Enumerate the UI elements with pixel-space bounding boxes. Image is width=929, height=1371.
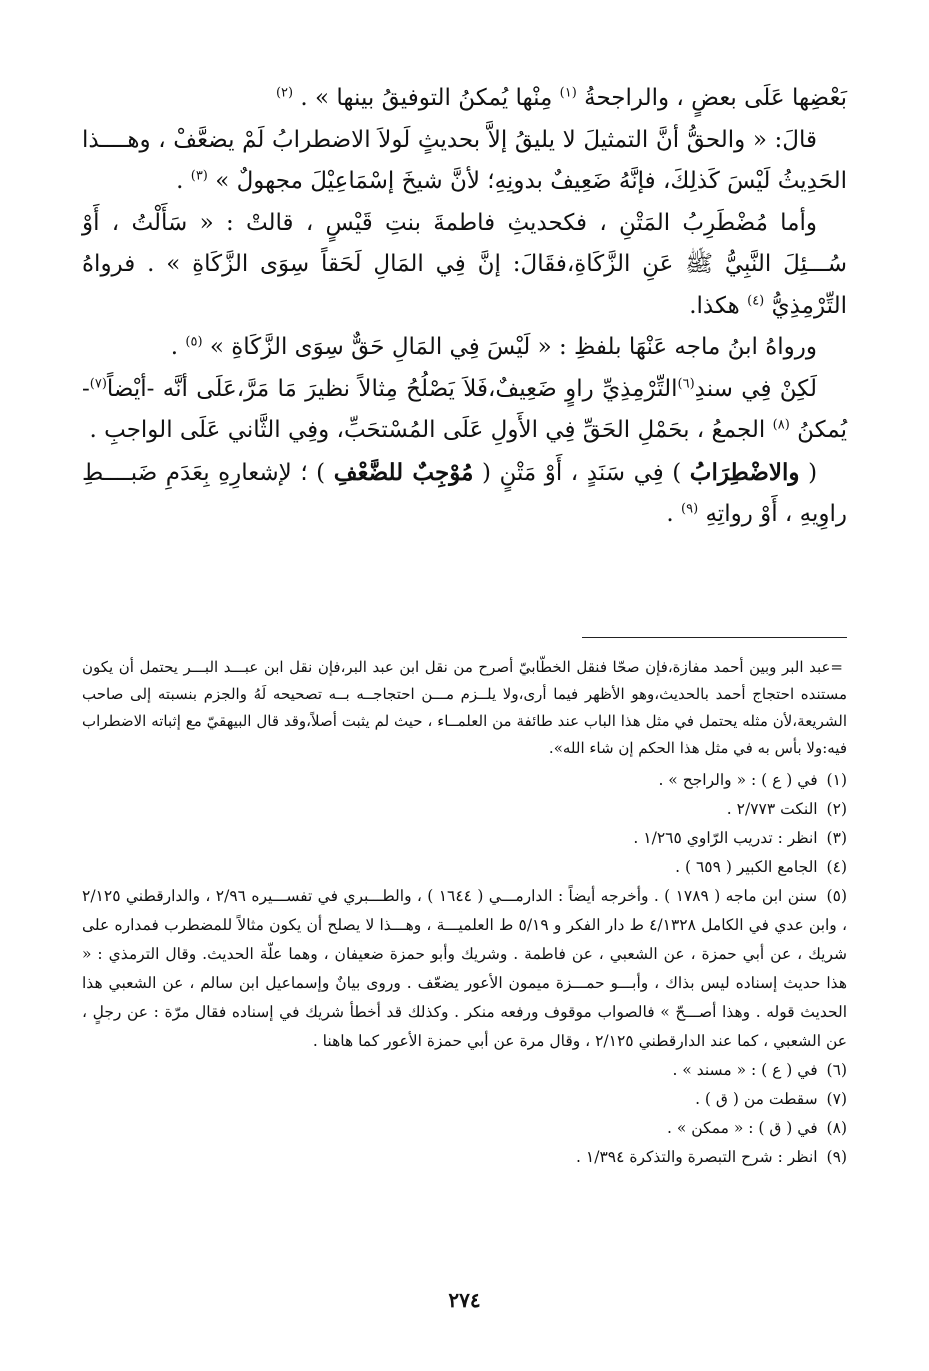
- footnote-ref-8[interactable]: (٨): [772, 417, 790, 433]
- footnote-ref-3[interactable]: (٣): [190, 168, 208, 184]
- paragraph-4: ورواهُ ابنُ ماجه عَنْهَا بلفظِ : « لَيْسَ فِي المَالِ حَقٌّ سِوَى الزَّكَاةِ » $^{(٥)}$ .: [170, 334, 817, 360]
- footnote-ref-9[interactable]: (٩): [681, 501, 699, 517]
- footnote-list: [82, 766, 847, 1172]
- paragraph-1: بَعْضِها عَلَى بعضٍ ، والراجحةُ $^{(١)}$ مِنْها يُمكنُ التوفيقُ بينها » . $^{(٢)}$: [275, 85, 847, 111]
- footnotes: [82, 654, 847, 1172]
- footnote-5: (٥) سنن ابن ماجه ( ١٧٨٩ ) . وأخرجه أيضاً : الدارمـــي ( ١٦٤٤ ) ، والطـــبري في تفســـيره ٢/٩٦ ، والدارقطني ٢/١٢٥ ، وابن عدي في الكامل ٤/١٣٢٨ ط دار الفكر و ٥/١٩ ط العلميـــة ، وهـــذا لا يصلح أن يكون مثالاً للمضطرب فمداره على شريك ، عن أبي حمزة ، عن الشعبي ، عن فاطمة . وشريك وأبو حمزة ضعيفان ، وهما علّة الحديث. وقال الترمذي : « هذا حديث إسناده ليس بذاك ، وأبـــو حمـــزة ميمون الأعور يضعّف . وروى بيانٌ وإسماعيل ابن سالم ، عن الشعبي هذا الحديث قوله . وهذا أصـــحّ » فالصواب موقوف ورفعه منكر . وكذلك قد أخطأ شريك في إسناده فقال مرّة : عن رجلٍ ، عن الشعبي ، كما عند الدارقطني ٢/١٢٥ ، وقال مرة عن أبي حمزة الأعور كما هاهنا .: [82, 887, 847, 1050]
- footnote-ref-6[interactable]: (٦): [677, 375, 695, 391]
- footnote-8: (٨) في ( ق ) : « ممكن » .: [667, 1119, 847, 1137]
- paragraph-5: لَكِنْ فِي سندِ$^{(٦)}$التِّرْمِذِيِّ راوٍ ضَعِيفٌ،فَلاَ يَصْلُحُ مِثالاً نظيرَ مَا مَرَّ،عَلَى أنَّه -أيْضاً$^{(٧)}$- يُمكنُ $^{(٨)}$ الجمعُ ، بحَمْلِ الحَقِّ فِي الأَولِ عَلَى المُسْتحَبِّ، وفِي الثَّاني عَلَى الواجبِ .: [82, 375, 847, 443]
- footnote-ref-4[interactable]: (٤): [747, 292, 765, 308]
- term-mujib-lildaf: مُوْجِبٌ للضَّعْفِ: [333, 458, 474, 486]
- footnote-1: (١) في ( ع ) : « والراجح » .: [658, 771, 847, 789]
- term-idtirab: والاضْطِرَابُ: [689, 458, 800, 486]
- footnote-separator: [582, 637, 847, 638]
- footnote-ref-7[interactable]: (٧): [89, 375, 107, 391]
- footnote-continuation: =عبد البر وبين أحمد مفازة،فإن صحّا فنقل الخطّابيّ أصرح من نقل ابن عبد البر،فإن نقل ابن عبـــد البـــر يحتمل أن يكون مستنده احتجاج أحمد بالحديث،وهو الأظهر فيما أرى،ولا يلــزم مـــن احتجاجــه بــه تصحيحه لَهُ والجزم بنسبته إلى صاحب الشريعة،لأن مثله يحتمل في مثل هذا الباب عند طائفة من العلمــاء ، حيث لم يثبت أصلاً،وقد قال البيهقيّ مع إثباته الاضطراب فيه:ولا بأس به في مثل هذا الحكم إن شاء الله».: [82, 658, 847, 757]
- footnote-6: (٦) في ( ع ) : « مسند » .: [672, 1061, 847, 1079]
- footnote-4: (٤) الجامع الكبير ( ٦٥٩ ) .: [675, 858, 847, 876]
- page-number: ٢٧٤: [448, 1288, 481, 1312]
- paragraph-6: ( والاضْطِرَابُ ) فِي سَنَدٍ ، أَوْ مَتْنٍ ( مُوْجِبٌ للضَّعْفِ ) ؛ لإشعارِهِ بِعَدَمِ ضَبــــطِ راوِيهِ ، أَوْ رواتِهِ $^{(٩)}$ .: [82, 458, 847, 527]
- main-text: [82, 78, 847, 536]
- paragraph-2: قالَ: « والحقُّ أنَّ التمثيلَ لا يليقُ إلاَّ بحديثٍ لَولاَ الاضطرابُ لَمْ يضعَّفْ ، وهــــذا الحَدِيثُ لَيْسَ كَذلِكَ، فإنَّهُ ضَعِيفٌ بدونِهِ؛ لأنَّ شيخَ إسْمَاعِيْلَ مجهولٌ » $^{(٣)}$ .: [82, 126, 847, 194]
- footnote-9: (٩) انظر : شرح التبصرة والتذكرة ١/٣٩٤ .: [576, 1148, 847, 1166]
- footnote-2: (٢) النكت ٢/٧٧٣ .: [726, 800, 847, 818]
- footnote-ref-1[interactable]: (١): [559, 85, 577, 101]
- paragraph-3: وأما مُضْطَرِبُ المَتْنِ ، فكحديثِ فاطمةَ بنتِ قَيْسٍ ، قالتْ : « سَأَلْتُ ، أَوْ سُـــئِلَ النَّبِيُّ ﷺ عَنِ الزَّكَاةِ،فقَالَ: إنَّ فِي المَالِ لَحَقاً سِوَى الزَّكَاةِ » . فرواهُ التِّرْمِذِيُّ $^{(٤)}$ هكذا.: [82, 209, 847, 319]
- footnote-7: (٧) سقطت من ( ق ) .: [695, 1090, 847, 1108]
- footnote-ref-5[interactable]: (٥): [185, 334, 203, 350]
- footnote-ref-2[interactable]: (٢): [275, 85, 294, 101]
- footnote-3: (٣) انظر : تدريب الرّاوي ١/٢٦٥ .: [633, 829, 847, 847]
